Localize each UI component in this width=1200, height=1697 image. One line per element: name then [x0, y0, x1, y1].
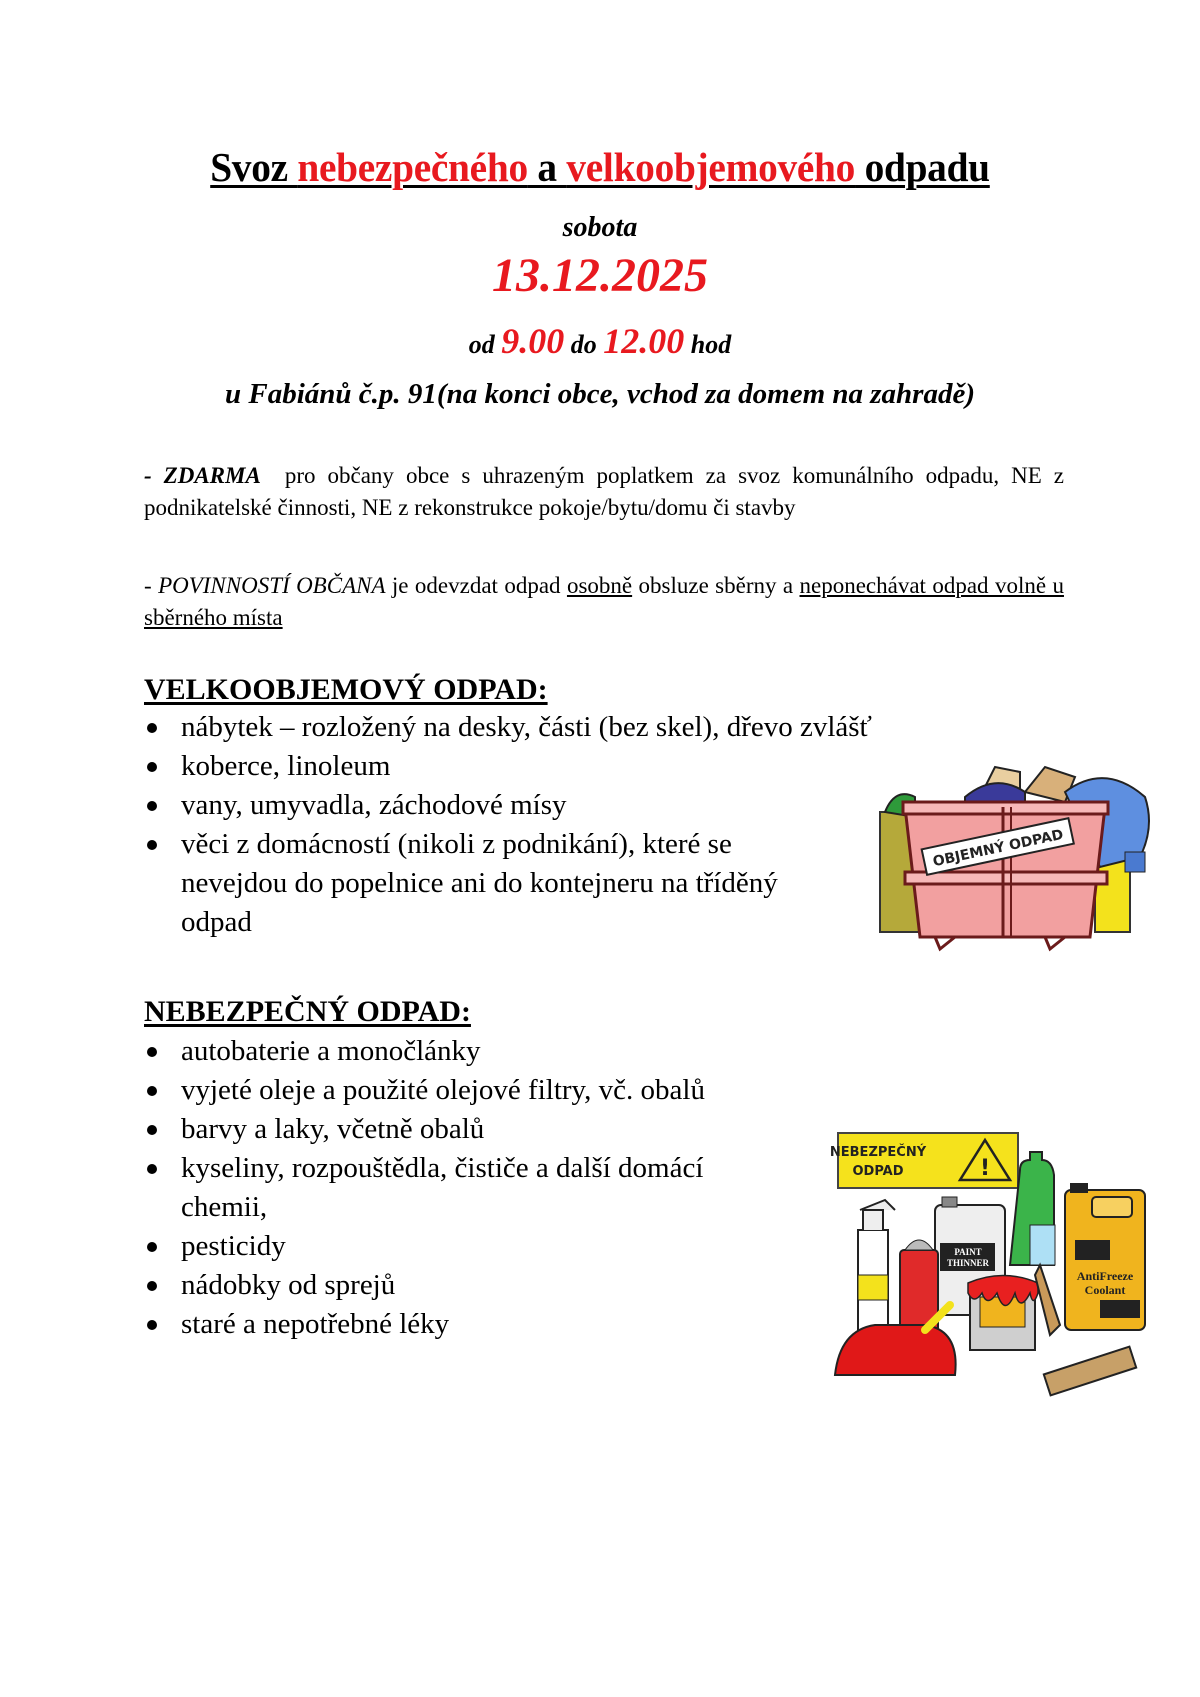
free-notice — [144, 460, 1070, 524]
bullet-icon — [147, 801, 157, 811]
list-item — [144, 825, 821, 942]
time-to: 12.00 — [603, 321, 685, 361]
bulky-list — [144, 708, 884, 942]
list-item-text: kyseliny, rozpouštědla, čističe a další domácí chemii, — [181, 1152, 704, 1223]
title-part: odpadu — [855, 144, 990, 190]
list-item — [144, 1227, 844, 1266]
bulky-heading: VELKOOBJEMOVÝ ODPAD: — [144, 673, 548, 706]
title-part: a — [527, 144, 567, 190]
thinner-label1: PAINT — [954, 1247, 982, 1257]
title-part: Svoz — [210, 144, 298, 190]
bullet-icon — [147, 1320, 157, 1330]
hazardous-waste-image — [830, 1125, 1170, 1400]
hazardous-list — [144, 1032, 844, 1344]
list-item — [144, 1071, 844, 1110]
time-from-label: od — [468, 330, 502, 359]
list-item-text: nábytek – rozložený na desky, části (bez skel), dřevo zvlášť — [181, 711, 872, 743]
list-item — [144, 1032, 844, 1071]
time-from: 9.00 — [501, 321, 565, 361]
list-item — [144, 1266, 844, 1305]
sign-line2: ODPAD — [852, 1164, 904, 1179]
duty-underline-personally: osobně — [566, 573, 633, 598]
list-item — [144, 786, 884, 825]
svg-text:!: ! — [979, 1156, 991, 1181]
time-to-label: do — [564, 330, 604, 359]
list-item-text: věci z domácností (nikoli z podnikání), které se nevejdou do popelnice ani do kontejneru na tříděný odpad — [181, 828, 778, 938]
bullet-icon — [147, 723, 157, 733]
antifreeze-label1: AntiFreeze — [1076, 1269, 1134, 1283]
list-item-text: barvy a laky, včetně obalů — [181, 1113, 485, 1145]
time-suffix: hod — [684, 330, 732, 359]
list-item-text: autobaterie a monočlánky — [181, 1035, 481, 1067]
list-item-text: koberce, linoleum — [181, 750, 391, 782]
bullet-icon — [147, 762, 157, 772]
bullet-icon — [147, 1125, 157, 1135]
duty-text: obsluze sběrny a — [632, 573, 800, 598]
list-item — [144, 1149, 781, 1227]
list-item-text: pesticidy — [181, 1230, 286, 1262]
page-title — [24, 143, 1176, 191]
bullet-icon — [147, 1164, 157, 1174]
hazardous-heading: NEBEZPEČNÝ ODPAD: — [144, 995, 471, 1028]
bullet-icon — [147, 1242, 157, 1252]
list-item — [144, 747, 884, 786]
free-text: pro občany obce s uhrazeným poplatkem za svoz komunálního odpadu, NE z podnikatelské činnosti, NE z rekonstrukce pokoje/bytu/domu či stavby — [144, 463, 1070, 520]
free-lead: - ZDARMA — [144, 463, 261, 488]
sign-line1: NEBEZPEČNÝ — [830, 1145, 927, 1160]
event-date: 13.12.2025 — [492, 249, 708, 302]
duty-underline-leave: neponechávat odpad volně u sběrného místa — [144, 573, 1064, 630]
list-item-text: vyjeté oleje a použité olejové filtry, vč. obalů — [181, 1074, 705, 1106]
title-bulky: velkoobjemového — [566, 144, 856, 190]
bullet-icon — [147, 1047, 157, 1057]
event-place: u Fabiánů č.p. 91(na konci obce, vchod za domem na zahradě) — [225, 378, 975, 410]
bullet-icon — [147, 840, 157, 850]
list-item-text: vany, umyvadla, záchodové mísy — [181, 789, 567, 821]
antifreeze-label2: Coolant — [1084, 1283, 1126, 1297]
duty-lead: POVINNOSTÍ OBČANA — [158, 573, 386, 598]
list-item — [144, 1110, 844, 1149]
event-day: sobota — [562, 212, 638, 243]
title-hazardous: nebezpečného — [297, 144, 528, 190]
thinner-label2: THINNER — [946, 1258, 990, 1268]
duty-prefix: - — [144, 573, 159, 598]
list-item — [144, 1305, 844, 1344]
bulky-waste-container-image — [875, 752, 1175, 982]
bullet-icon — [147, 1281, 157, 1291]
list-item-text: staré a nepotřebné léky — [181, 1308, 450, 1340]
container-label: OBJEMNÝ ODPAD — [931, 826, 1065, 871]
bullet-icon — [147, 1086, 157, 1096]
event-time — [0, 320, 1200, 362]
list-item-text: nádobky od sprejů — [181, 1269, 396, 1301]
duty-text: je odevzdat odpad — [385, 573, 567, 598]
list-item — [144, 708, 884, 747]
duty-notice — [144, 570, 1064, 634]
